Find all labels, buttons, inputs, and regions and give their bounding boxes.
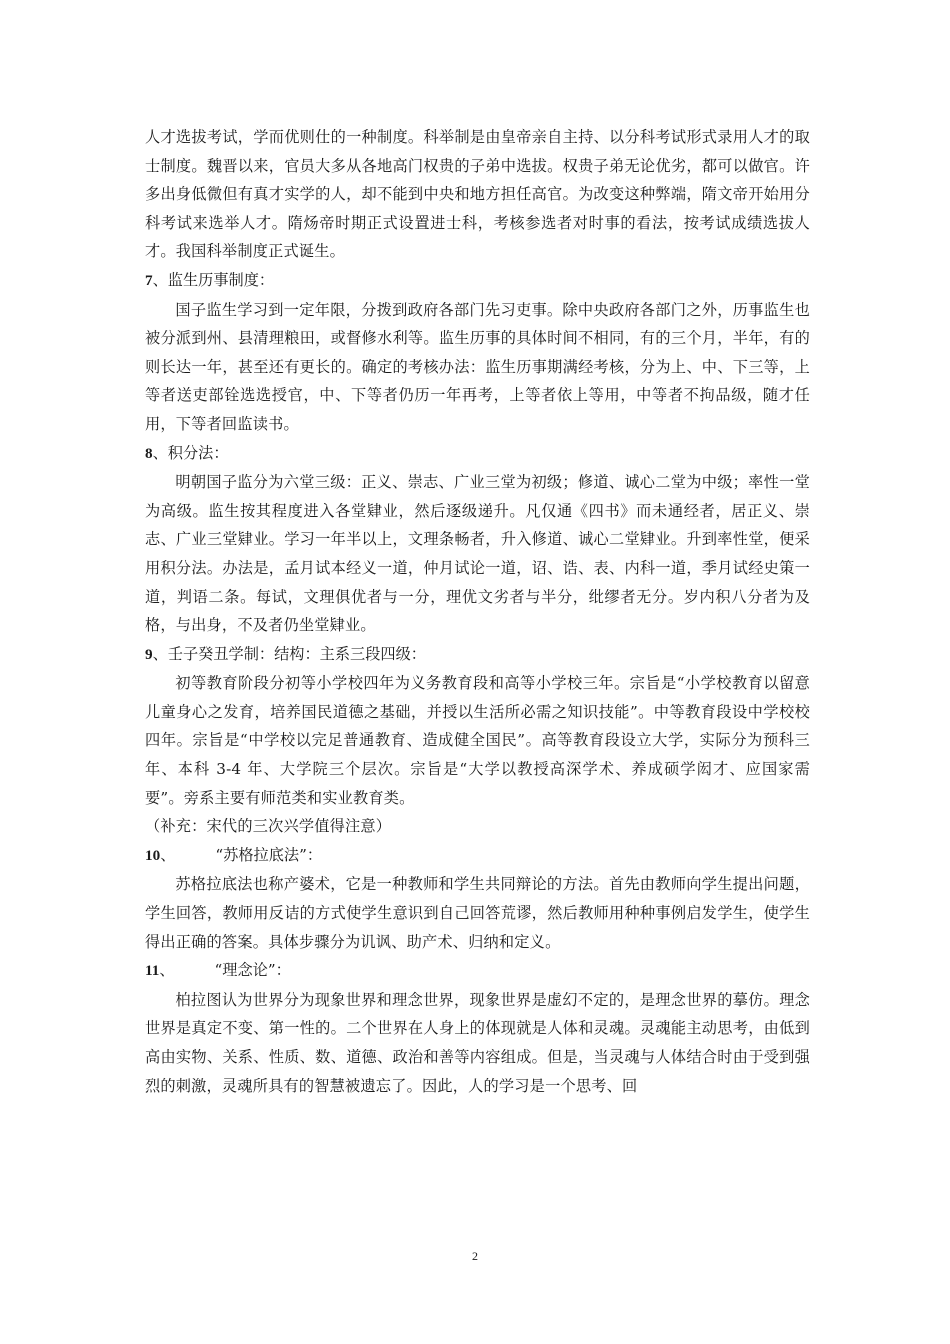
section-10-body: 苏格拉底法也称产婆术，它是一种教师和学生共同辩论的方法。首先由教师向学生提出问题，学生回答，教师用反诘的方式使学生意识到自己回答荒谬，然后教师用种种事例启发学生，使学生得出正确的答案。具体步骤分为讥讽、助产术、归纳和定义。 [145, 875, 810, 951]
section-9-body: 初等教育阶段分初等小学校四年为义务教育段和高等小学校三年。宗旨是“小学校教育以留意儿童身心之发育，培养国民道德之基础，并授以生活所必需之知识技能”。中等教育段设中学校校四年。宗旨是“中学校以完足普通教育、造成健全国民”。高等教育段设立大学，实际分为预科三年、本科 3-4 年、大学院三个层次。宗旨是“大学以教授高深学术、养成硕学闳才、应国家需要”。旁系主要有师范类和实业教育类。 [145, 674, 810, 807]
section-11-sep: 、 [159, 961, 175, 980]
page-number: 2 [472, 1249, 478, 1263]
section-7-sep: 、 [152, 270, 168, 289]
section-7-heading [145, 266, 810, 296]
section-7-title: 监生历事制度： [167, 270, 275, 289]
section-11-body: 柏拉图认为世界分为现象世界和理念世界，现象世界是虚幻不定的，是理念世界的摹仿。理念世界是真定不变、第一性的。二个世界在人身上的体现就是人体和灵魂。灵魂能主动思考，由低到高由实物、关系、性质、数、道德、政治和善等内容组成。但是，当灵魂与人体结合时由于受到强烈的刺激，灵魂所具有的智慧被遗忘了。因此，人的学习是一个思考、回 [145, 990, 810, 1095]
section-10-number: 10 [145, 846, 161, 864]
section-10-title: “苏格拉底法”： [215, 845, 323, 864]
section-9-number: 9 [145, 645, 153, 663]
section-8-number: 8 [145, 444, 153, 462]
section-8-title: 积分法： [167, 443, 229, 462]
section-10-heading [145, 841, 810, 871]
section-9-heading [145, 640, 810, 670]
section-9-sep: 、 [152, 644, 168, 663]
section-9-note: （补充：宋代的三次兴学值得注意） [145, 817, 392, 836]
intro-paragraph: 人才选拔考试，学而优则仕的一种制度。科举制是由皇帝亲自主持、以分科考试形式录用人才的取士制度。魏晋以来，官员大多从各地高门权贵的子弟中选拔。权贵子弟无论优劣，都可以做官。许多出身低微但有真才实学的人，却不能到中央和地方担任高官。为改变这种弊端，隋文帝开始用分科考试来选举人才。隋炀帝时期正式设置进士科，考核参选者对时事的看法，按考试成绩选拔人才。我国科举制度正式诞生。 [145, 128, 810, 261]
section-7-body: 国子监生学习到一定年限，分拨到政府各部门先习吏事。除中央政府各部门之外，历事监生也被分派到州、县清理粮田，或督修水利等。监生历事的具体时间不相同，有的三个月，半年，有的则长达一年，甚至还有更长的。确定的考核办法：监生历事期满经考核，分为上、中、下三等，上等者送吏部铨选选授官，中、下等者仍历一年再考，上等者依上等用，中等者不拘品级，随才任用，下等者回监读书。 [145, 300, 810, 433]
section-8-heading [145, 439, 810, 469]
section-11-title: “理念论”： [214, 961, 291, 980]
section-10-sep: 、 [160, 845, 176, 864]
document-page [145, 123, 810, 1100]
section-7-number: 7 [145, 271, 153, 289]
section-9-title: 壬子癸丑学制：结构：主系三段四级： [167, 644, 426, 663]
section-8-body: 明朝国子监分为六堂三级：正义、崇志、广业三堂为初级；修道、诚心二堂为中级；率性一堂为高级。监生按其程度进入各堂肄业，然后逐级递升。凡仅通《四书》而未通经者，居正义、崇志、广业三堂肄业。学习一年半以上，文理条畅者，升入修道、诚心二堂肄业。升到率性堂，便采用积分法。办法是，孟月试本经义一道，仲月试论一道，诏、诰、表、内科一道，季月试经史策一道，判语二条。每试，文理俱优者与一分，理优文劣者与半分，纰缪者无分。岁内积八分者为及格，与出身，不及者仍坐堂肄业。 [145, 473, 810, 635]
section-8-sep: 、 [152, 443, 168, 462]
section-11-heading [145, 956, 810, 986]
section-11-number: 11 [145, 962, 160, 980]
